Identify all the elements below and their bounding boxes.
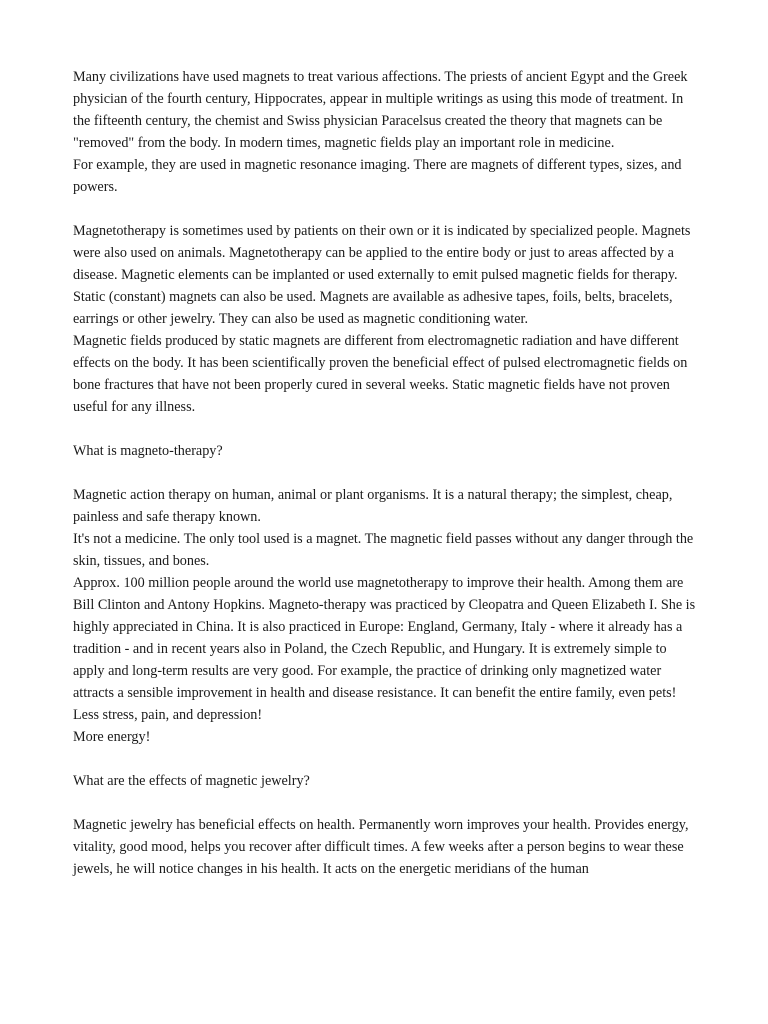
heading-magnetic-jewelry-effects: What are the effects of magnetic jewelry? (73, 773, 310, 789)
paragraph-spacer (73, 418, 699, 440)
document-body (73, 66, 699, 880)
paragraph-natural-therapy: Magnetic action therapy on human, animal or plant organisms. It is a natural therapy; the simplest, cheap, painless and safe therapy known. (73, 487, 673, 525)
paragraph-not-medicine: It's not a medicine. The only tool used is a magnet. The magnetic field passes without any danger through the skin, tissues, and bones. (73, 531, 694, 569)
paragraph-worldwide-use: Approx. 100 million people around the world use magnetotherapy to improve their health. Among them are Bill Clinton and Antony Hopkins. Magneto-therapy was practiced by Cleopatra and Queen Elizabeth I. She is highly appreciated in China. It is also practiced in Europe: England, Germany, Italy - where it already has a tradition - and in recent years also in Poland, the Czech Republic, and Hungary. It is extremely simple to apply and long-term results are very good. For example, the practice of drinking only magnetized water attracts a sensible improvement in health and disease resistance. It can benefit the entire family, even pets! (73, 575, 696, 701)
heading-what-is-magnetotherapy: What is magneto-therapy? (73, 443, 223, 459)
paragraph-magnetotherapy-use: Magnetotherapy is sometimes used by patients on their own or it is indicated by specialized people. Magnets were also used on animals. Magnetotherapy can be applied to the entire body or just to areas affected by a disease. Magnetic elements can be implanted or used externally to emit pulsed magnetic fields for therapy. (73, 223, 691, 283)
paragraph-spacer (73, 198, 699, 220)
paragraph-spacer (73, 792, 699, 814)
paragraph-history: Many civilizations have used magnets to treat various affections. The priests of ancient Egypt and the Greek physician of the fourth century, Hippocrates, appear in multiple writings as using this mode of treatment. In the fifteenth century, the chemist and Swiss physician Paracelsus created the theory that magnets can be "removed" from the body. In modern times, magnetic fields play an important role in medicine. (73, 69, 688, 151)
paragraph-mri-example: For example, they are used in magnetic resonance imaging. There are magnets of different types, sizes, and powers. (73, 157, 682, 195)
paragraph-static-fields: Magnetic fields produced by static magnets are different from electromagnetic radiation and have different effects on the body. It has been scientifically proven the beneficial effect of pulsed electromagnetic fields on bone fractures that have not been properly cured in several weeks. Static magnetic fields have not proven useful for any illness. (73, 333, 688, 415)
paragraph-less-stress: Less stress, pain, and depression! (73, 707, 263, 723)
paragraph-more-energy: More energy! (73, 729, 151, 745)
paragraph-static-magnets: Static (constant) magnets can also be used. Magnets are available as adhesive tapes, foils, belts, bracelets, earrings or other jewelry. They can also be used as magnetic conditioning water. (73, 289, 673, 327)
paragraph-spacer (73, 462, 699, 484)
paragraph-magnetic-jewelry: Magnetic jewelry has beneficial effects on health. Permanently worn improves your health. Provides energy, vitality, good mood, helps you recover after difficult times. A few weeks after a person begins to wear these jewels, he will notice changes in his health. It acts on the energetic meridians of the human (73, 817, 689, 877)
paragraph-spacer (73, 748, 699, 770)
